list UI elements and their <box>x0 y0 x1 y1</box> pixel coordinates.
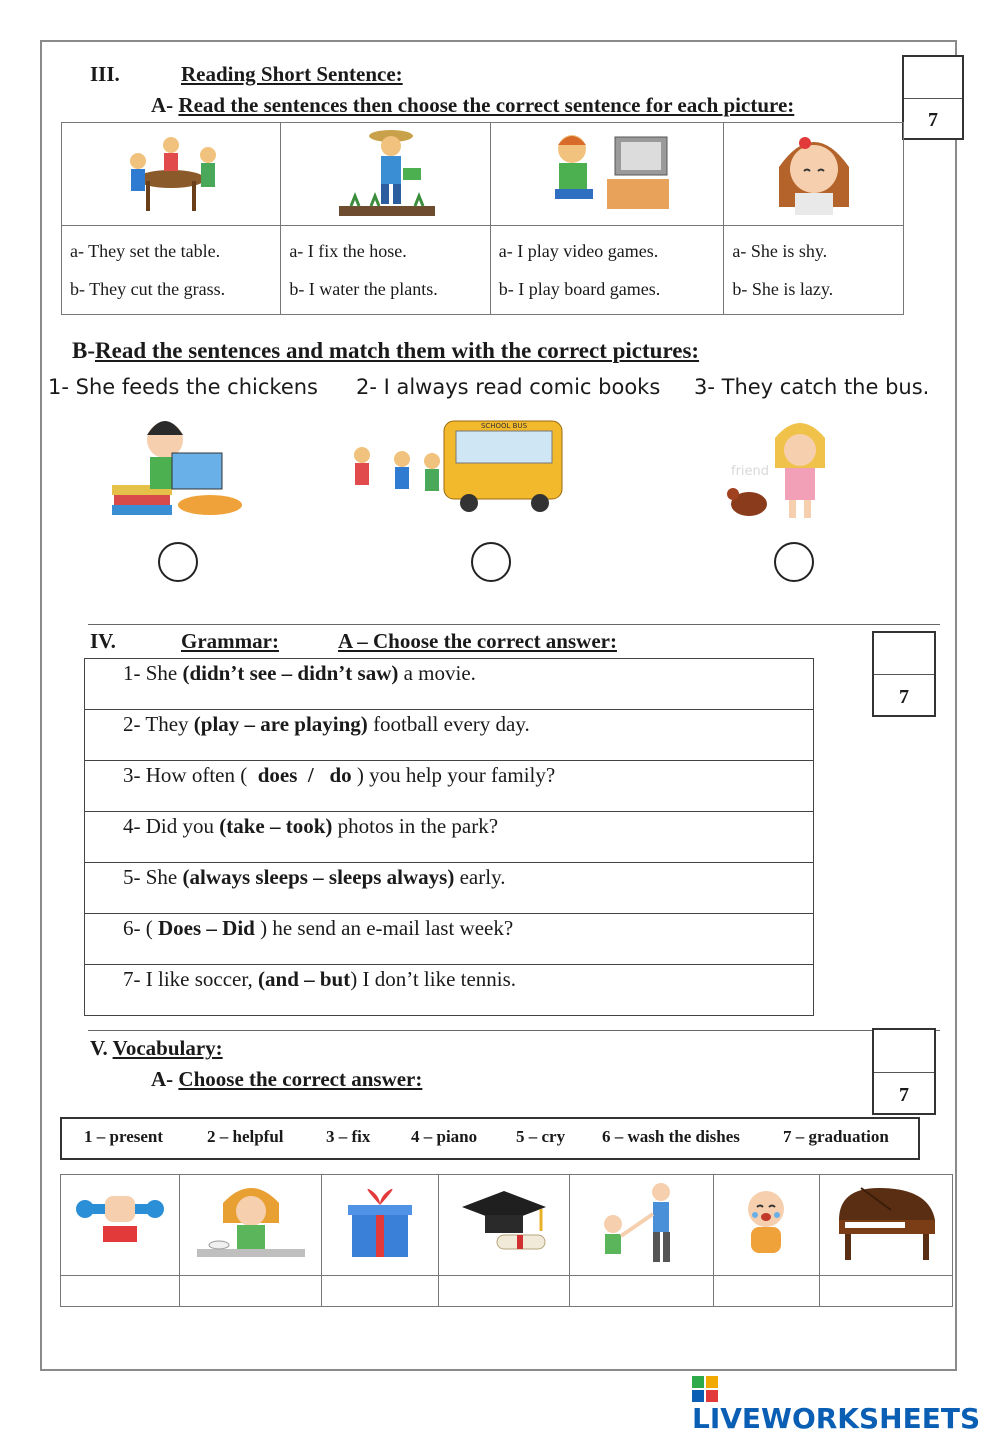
row-text: football every day. <box>367 712 530 736</box>
vocab-answer-cell-6[interactable] <box>713 1276 820 1307</box>
part-a-title: Choose the correct answer: <box>178 1067 423 1091</box>
vocab-answer-cell-3[interactable] <box>321 1276 439 1307</box>
part-a-heading <box>151 93 794 118</box>
option-a[interactable]: a- She is shy. <box>732 241 828 261</box>
score-value: 7 <box>899 1084 909 1106</box>
row-text: ) he send an e-mail last week? <box>260 916 514 940</box>
boy-watering-plants-picture <box>331 124 441 219</box>
grammar-row-4[interactable] <box>85 812 814 863</box>
shy-girl-picture <box>769 127 859 217</box>
vocab-answer-cell-2[interactable] <box>180 1276 321 1307</box>
vocabulary-picture-table <box>60 1174 953 1307</box>
option-b[interactable]: b- I play board games. <box>498 279 661 299</box>
liveworksheets-wordmark: LIVEWORKSHEETS <box>692 1402 981 1435</box>
options-cell-3 <box>490 226 724 315</box>
score-value: 7 <box>928 109 938 131</box>
grammar-table <box>84 658 814 1016</box>
part-a-prefix: A- <box>151 93 174 117</box>
children-setting-table-picture <box>116 127 226 217</box>
graduation-cap-icon <box>457 1183 552 1263</box>
row-text: early. <box>454 865 506 889</box>
section-5-numeral: V. <box>90 1036 108 1060</box>
grammar-row-7[interactable] <box>85 965 814 1016</box>
match-answer-circle-1[interactable] <box>158 542 198 582</box>
option-b[interactable]: b- She is lazy. <box>732 279 834 299</box>
section-5-heading <box>90 1036 223 1061</box>
match-sentence-1: 1- She feeds the chickens <box>48 375 318 399</box>
section-4-numeral: IV. <box>90 629 116 653</box>
grammar-row-6[interactable] <box>85 914 814 965</box>
vocab-pic-cell-3 <box>321 1175 439 1276</box>
section-4-title: Grammar: <box>181 629 279 653</box>
vocab-pic-cell-4 <box>439 1175 570 1276</box>
pic-cell-4 <box>724 123 904 226</box>
liveworksheets-icon <box>692 1376 718 1402</box>
part-a-title: Read the sentences then choose the correct sentence for each picture: <box>178 93 795 117</box>
word-bank-item: 1 – present <box>84 1127 164 1146</box>
option-a[interactable]: a- They set the table. <box>70 241 221 261</box>
vocab-answer-cell-7[interactable] <box>820 1276 953 1307</box>
pic-cell-2 <box>281 123 490 226</box>
divider <box>88 624 940 625</box>
boy-reading-comics-picture <box>110 415 250 520</box>
options-cell-1 <box>62 226 281 315</box>
row-text: 2- They <box>123 712 194 736</box>
option-a[interactable]: a- I fix the hose. <box>289 241 407 261</box>
row-text: 7- I like soccer, <box>123 967 259 991</box>
match-answer-circle-2[interactable] <box>471 542 511 582</box>
answer-choices: Does – Did <box>158 916 261 940</box>
row-text: 1- She <box>123 661 183 685</box>
word-bank-item: 5 – cry <box>516 1127 566 1146</box>
image-watermark: friend <box>731 464 770 479</box>
match-sentence-3: 3- They catch the bus. <box>694 375 930 399</box>
word-bank <box>60 1117 920 1160</box>
match-answer-circle-3[interactable] <box>774 542 814 582</box>
crying-baby-picture <box>731 1183 801 1263</box>
helping-hand-picture <box>591 1178 691 1268</box>
part-b-heading <box>72 338 699 364</box>
reading-picture-table <box>61 122 904 315</box>
divider <box>88 1030 940 1031</box>
row-text: 3- How often ( <box>123 763 253 787</box>
grammar-row-1[interactable] <box>85 659 814 710</box>
vocab-pic-cell-6 <box>713 1175 820 1276</box>
option-b[interactable]: b- I water the plants. <box>289 279 438 299</box>
score-box-section-5 <box>872 1028 936 1115</box>
boy-playing-video-games-picture <box>537 127 677 217</box>
pic-cell-1 <box>62 123 281 226</box>
part-b-title: Read the sentences and match them with the correct pictures: <box>95 338 700 363</box>
answer-choices: (play – are playing) <box>193 712 368 736</box>
row-text: 6- ( <box>123 916 158 940</box>
vocab-pic-cell-7 <box>820 1175 953 1276</box>
liveworksheets-logo[interactable] <box>692 1376 999 1435</box>
word-bank-item: 6 – wash the dishes <box>602 1127 740 1146</box>
section-5-title: Vocabulary: <box>112 1036 223 1060</box>
row-text: a movie. <box>398 661 476 685</box>
options-cell-2 <box>281 226 490 315</box>
word-bank-item: 2 – helpful <box>207 1127 284 1146</box>
row-text: 5- She <box>123 865 183 889</box>
girl-feeding-chickens-picture <box>725 420 840 525</box>
grammar-row-3[interactable] <box>85 761 814 812</box>
options-cell-4 <box>724 226 904 315</box>
vocab-part-a-heading <box>151 1067 422 1092</box>
match-sentence-2: 2- I always read comic books <box>356 375 661 399</box>
word-bank-item: 7 – graduation <box>783 1127 889 1146</box>
vocab-answer-cell-1[interactable] <box>61 1276 180 1307</box>
grammar-row-5[interactable] <box>85 863 814 914</box>
vocab-answer-cell-4[interactable] <box>439 1276 570 1307</box>
section-4-subtitle: A – Choose the correct answer: <box>338 629 617 653</box>
score-value: 7 <box>899 686 909 708</box>
children-catching-bus-picture <box>344 415 569 515</box>
row-text: photos in the park? <box>332 814 499 838</box>
school-bus-sign: SCHOOL BUS <box>480 422 528 430</box>
section-3-title: Reading Short Sentence: <box>181 62 403 86</box>
score-box-section-3 <box>902 55 964 140</box>
grammar-row-2[interactable] <box>85 710 814 761</box>
fix-wrench-icon <box>75 1188 165 1258</box>
vocab-pic-cell-1 <box>61 1175 180 1276</box>
word-bank-item: 4 – piano <box>411 1127 478 1146</box>
row-text: ) you help your family? <box>356 763 556 787</box>
answer-choices: (always sleeps – sleeps always) <box>182 865 455 889</box>
option-b[interactable]: b- They cut the grass. <box>70 279 226 299</box>
answer-choices: (take – took) <box>219 814 333 838</box>
section-3-numeral: III. <box>90 62 120 86</box>
girl-washing-dishes-picture <box>193 1183 308 1263</box>
row-text: ) I don’t like tennis. <box>350 967 517 991</box>
pic-cell-3 <box>490 123 724 226</box>
present-gift-icon <box>340 1183 420 1263</box>
vocab-pic-cell-2 <box>180 1175 321 1276</box>
answer-choices: does / do <box>252 763 357 787</box>
row-text: 4- Did you <box>123 814 220 838</box>
answer-choices: (and – but <box>258 967 351 991</box>
part-a-prefix: A- <box>151 1067 174 1091</box>
answer-choices: (didn’t see – didn’t saw) <box>182 661 399 685</box>
score-box-section-4 <box>872 631 936 717</box>
vocab-answer-cell-5[interactable] <box>570 1276 713 1307</box>
option-a[interactable]: a- I play video games. <box>498 241 659 261</box>
grand-piano-icon <box>831 1180 941 1265</box>
word-bank-item: 3 – fix <box>326 1127 371 1146</box>
vocab-pic-cell-5 <box>570 1175 713 1276</box>
part-b-prefix: B- <box>72 338 95 363</box>
